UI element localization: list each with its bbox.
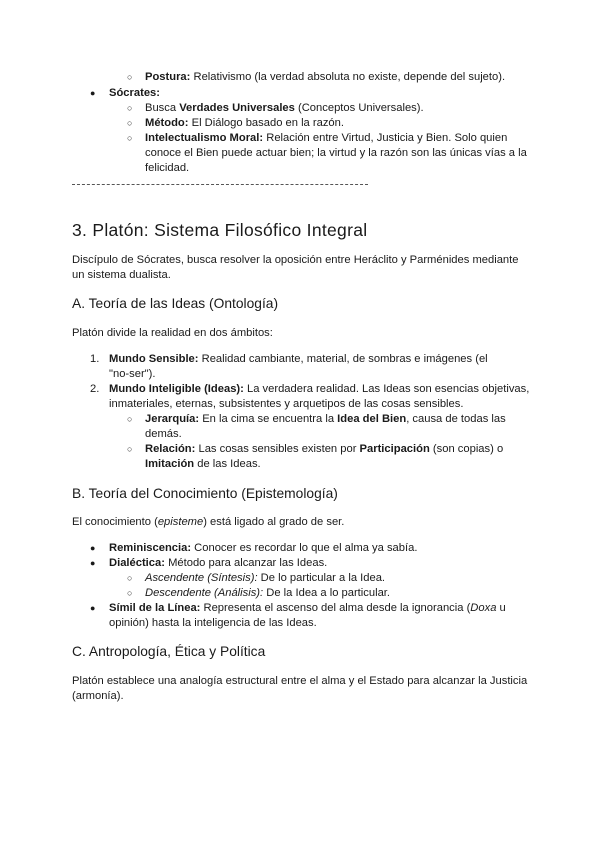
circle-bullet-icon: ○ — [127, 573, 133, 583]
mundo-inteligible-line-1: Mundo Inteligible (Ideas): La verdadera realidad. Las Ideas son esencias objetivas, — [109, 383, 530, 395]
dialectica-line: Dialéctica: Método para alcanzar las Ideas. — [109, 557, 328, 569]
simil-line-2: opinión) hasta la inteligencia de las Ideas. — [109, 617, 317, 629]
relacion-line-1: Relación: Las cosas sensibles existen por Participación (son copias) o — [145, 443, 504, 455]
intelectualismo-line-2: conoce el Bien puede actuar bien; la virtud y la razón son las únicas vías a la — [145, 147, 527, 159]
circle-bullet-icon: ○ — [127, 444, 133, 454]
socrates-label: Sócrates: — [109, 87, 160, 99]
intelectualismo-line-1: Intelectualismo Moral: Relación entre Virtud, Justicia y Bien. Solo quien — [145, 132, 508, 144]
section-c-intro-1: Platón establece una analogía estructural entre el alma y el Estado para alcanzar la Justicia — [72, 675, 528, 687]
circle-bullet-icon: ○ — [127, 588, 133, 598]
list-number: 1. — [90, 353, 100, 365]
mundo-sensible-line-2: "no-ser"). — [109, 368, 156, 380]
mundo-inteligible-line-2: inmateriales, eternas, subsistentes y arquetipos de las cosas sensibles. — [109, 398, 464, 410]
simil-line-1: Símil de la Línea: Representa el ascenso del alma desde la ignorancia (Doxa u — [109, 602, 506, 614]
reminiscencia-line: Reminiscencia: Conocer es recordar lo que el alma ya sabía. — [109, 542, 418, 554]
circle-bullet-icon: ○ — [127, 414, 133, 424]
dot-bullet-icon: ● — [90, 558, 96, 568]
jerarquia-line-1: Jerarquía: En la cima se encuentra la Idea del Bien, causa de todas las — [145, 413, 506, 425]
intelectualismo-line-3: felicidad. — [145, 162, 190, 174]
circle-bullet-icon: ○ — [127, 118, 133, 128]
section-c-title: C. Antropología, Ética y Política — [72, 644, 266, 659]
list-number: 2. — [90, 383, 100, 395]
dot-bullet-icon: ● — [90, 543, 96, 553]
busca-line: Busca Verdades Universales (Conceptos Universales). — [145, 102, 424, 114]
circle-bullet-icon: ○ — [127, 133, 133, 143]
dot-bullet-icon: ● — [90, 88, 96, 98]
ascendente-line: Ascendente (Síntesis): De lo particular a la Idea. — [145, 572, 386, 584]
postura-line: Postura: Relativismo (la verdad absoluta no existe, depende del sujeto). — [145, 71, 506, 83]
section-divider — [72, 184, 368, 185]
section-b-title: B. Teoría del Conocimiento (Epistemología) — [72, 486, 338, 501]
metodo-line: Método: El Diálogo basado en la razón. — [145, 117, 344, 129]
section-3-intro-1: Discípulo de Sócrates, busca resolver la oposición entre Heráclito y Parménides mediante — [72, 254, 519, 266]
circle-bullet-icon: ○ — [127, 103, 133, 113]
section-b-intro: El conocimiento (episteme) está ligado al grado de ser. — [72, 516, 345, 528]
section-a-title: A. Teoría de las Ideas (Ontología) — [72, 296, 279, 311]
mundo-sensible-line-1: Mundo Sensible: Realidad cambiante, material, de sombras e imágenes (el — [109, 353, 488, 365]
section-3-intro-2: un sistema dualista. — [72, 269, 171, 281]
jerarquia-line-2: demás. — [145, 428, 182, 440]
relacion-line-2: Imitación de las Ideas. — [145, 458, 261, 470]
section-c-intro-2: (armonía). — [72, 690, 124, 702]
dot-bullet-icon: ● — [90, 603, 96, 613]
section-3-title: 3. Platón: Sistema Filosófico Integral — [72, 220, 368, 240]
descendente-line: Descendente (Análisis): De la Idea a lo particular. — [145, 587, 391, 599]
section-a-intro: Platón divide la realidad en dos ámbitos: — [72, 327, 273, 339]
circle-bullet-icon: ○ — [127, 72, 133, 82]
